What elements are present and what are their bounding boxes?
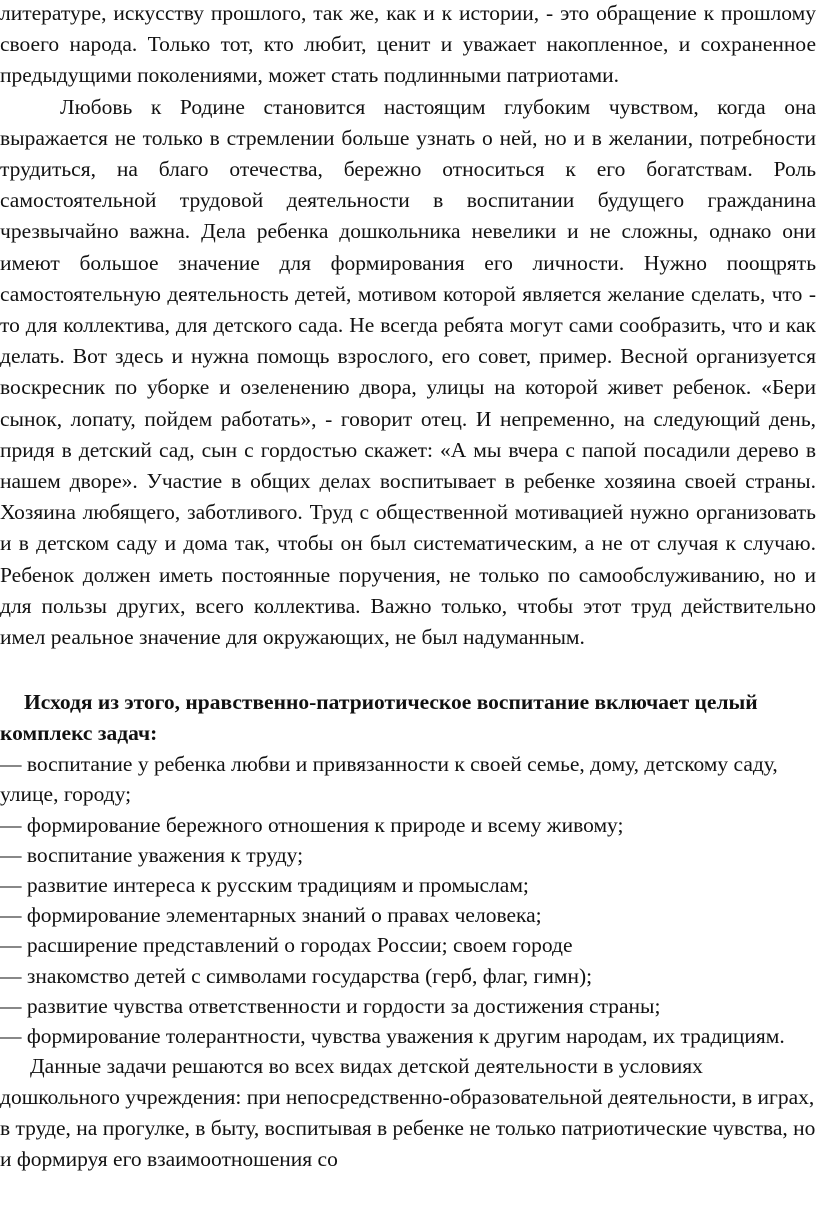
list-item: — развитие чувства ответственности и гордости за достижения страны; xyxy=(0,993,661,1018)
list-item: — формирование толерантности, чувства уважения к другим народам, их традициям. xyxy=(0,1024,785,1049)
list-item: — воспитание у ребенка любви и привязанности к своей семье, дому, детскому саду, улице, городу; xyxy=(0,752,778,807)
tasks-heading: Исходя из этого, нравственно-патриотическое воспитание включает целый комплекс задач: xyxy=(0,690,758,746)
list-item: — знакомство детей с символами государства (герб, флаг, гимн); xyxy=(0,963,593,988)
paragraph-love-homeland: Любовь к Родине становится настоящим глубоким чувством, когда она выражается не только в стремлении больше узнать о ней, но и в желании, потребности трудиться, на благо отечества, бережно относиться к его богатствам. Роль самостоятельной трудовой деятельности в воспитании будущего гражданина чрезвычайно важна. Дела ребенка дошкольника невелики и не сложны, однако они имеют большое значение для формирования его личности. Нужно поощрять самостоятельную деятельность детей, мотивом которой является желание сделать, что - то для коллектива, для детского сада. Не всегда ребята могут сами сообразить, что и как делать. Вот здесь и нужна помощь взрослого, его совет, пример. Весной организуется воскресник по уборке и озеленению двора, улицы на которой живет ребенок. «Бери сынок, лопату, пойдем работать», - говорит отец. И непременно, на следующий день, придя в детский сад, сын с гордостью скажет: «А мы вчера с папой посадили дерево в нашем дворе». Участие в общих делах воспитывает в ребенке хозяина своей страны. Хозяина любящего, заботливого. Труд с общественной мотивацией нужно организовать и в детском саду и дома так, чтобы он был систематическим, а не от случая к случаю. Ребенок должен иметь постоянные поручения, не только по самообслуживанию, но и для пользы других, всего коллектива. Важно только, чтобы этот труд действительно имел реальное значение для окружающих, не был надуманным. xyxy=(0,94,816,650)
tasks-list xyxy=(0,749,816,1051)
list-item: — развитие интереса к русским традициям и промыслам; xyxy=(0,873,529,898)
paragraph-closing: Данные задачи решаются во всех видах детской деятельности в условиях дошкольного учреждения: при непосредственно-образовательной деятельности, в играх, в труде, на прогулке, в быту, воспитывая в ребенке не только патриотические чувства, но и формируя его взаимоотношения со xyxy=(0,1054,816,1172)
list-item: — расширение представлений о городах России; своем городе xyxy=(0,933,573,958)
list-item: — формирование элементарных знаний о правах человека; xyxy=(0,903,542,928)
list-item: — воспитание уважения к труду; xyxy=(0,842,304,867)
paragraph-intro-continuation: литературе, искусству прошлого, так же, как и к истории, - это обращение к прошлому своего народа. Только тот, кто любит, ценит и уважает накопленное, и сохраненное предыдущими поколениями, может стать подлинными патриотами. xyxy=(0,1,816,88)
list-item: — формирование бережного отношения к природе и всему живому; xyxy=(0,812,624,837)
